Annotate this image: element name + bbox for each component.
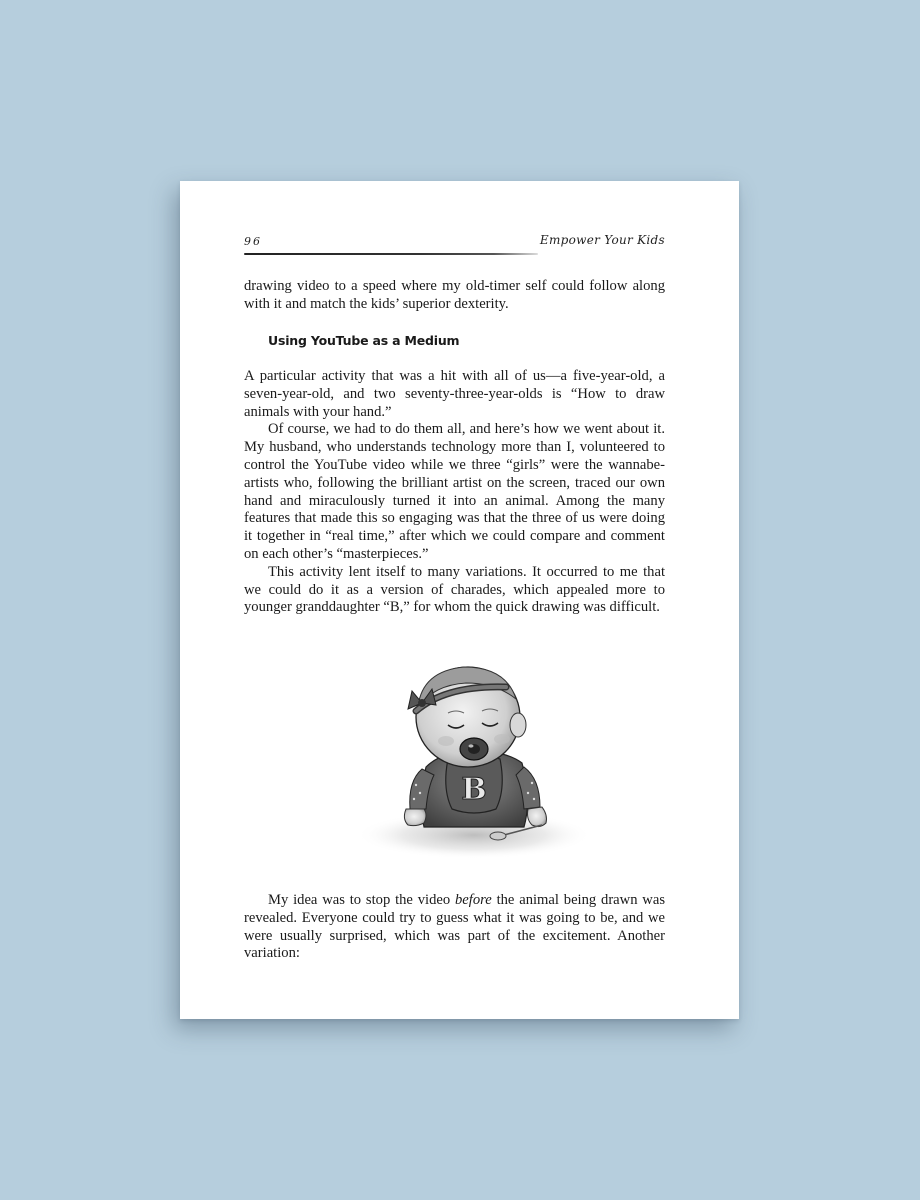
book-page	[180, 181, 739, 1019]
emphasis-before: before	[455, 892, 492, 908]
header-rule	[244, 253, 538, 255]
running-title: Empower Your Kids	[539, 233, 665, 247]
intro-paragraph: drawing video to a speed where my old-timer self could follow along with it and match the kids’ superior dexterity.	[244, 278, 665, 312]
paragraph-3: This activity lent itself to many variations. It occurred to me that we could do it as a version of charades, which appealed more to younger granddaughter “B,” for whom the quick drawing was difficult.	[244, 563, 665, 616]
bib-letter: B	[461, 772, 487, 807]
section-body	[244, 368, 665, 617]
baby-illustration	[356, 659, 596, 869]
section-subheading: Using YouTube as a Medium	[268, 333, 460, 348]
intro-paragraph-block	[244, 278, 665, 314]
closing-paragraph-block	[244, 892, 665, 963]
closing-paragraph	[244, 892, 665, 963]
closing-text-end: the animal being drawn was revealed. Everyone could try to guess what it was going to be, and we were usually surprised, which was part of the excitement. Another variation:	[244, 892, 666, 962]
paragraph-1: A particular activity that was a hit with all of us—a five-year-old, a seven-year-old, and two seventy-three-year-olds is “How to draw animals with your hand.”	[244, 368, 665, 420]
closing-text-start: My idea was to stop the video	[268, 892, 455, 908]
paragraph-2: Of course, we had to do them all, and here’s how we went about it. My husband, who understands technology more than I, volunteered to control the YouTube video while we three “girls” were the wannabe-artists who, following the brilliant artist on the screen, traced our own hand and miraculously turned it into an animal. Among the many features that made this so engaging was that the three of us were doing it together in “real time,” after which we could compare and comment on each other’s “masterpieces.”	[244, 421, 665, 562]
page-number: 96	[244, 235, 262, 248]
page-header	[244, 231, 665, 257]
